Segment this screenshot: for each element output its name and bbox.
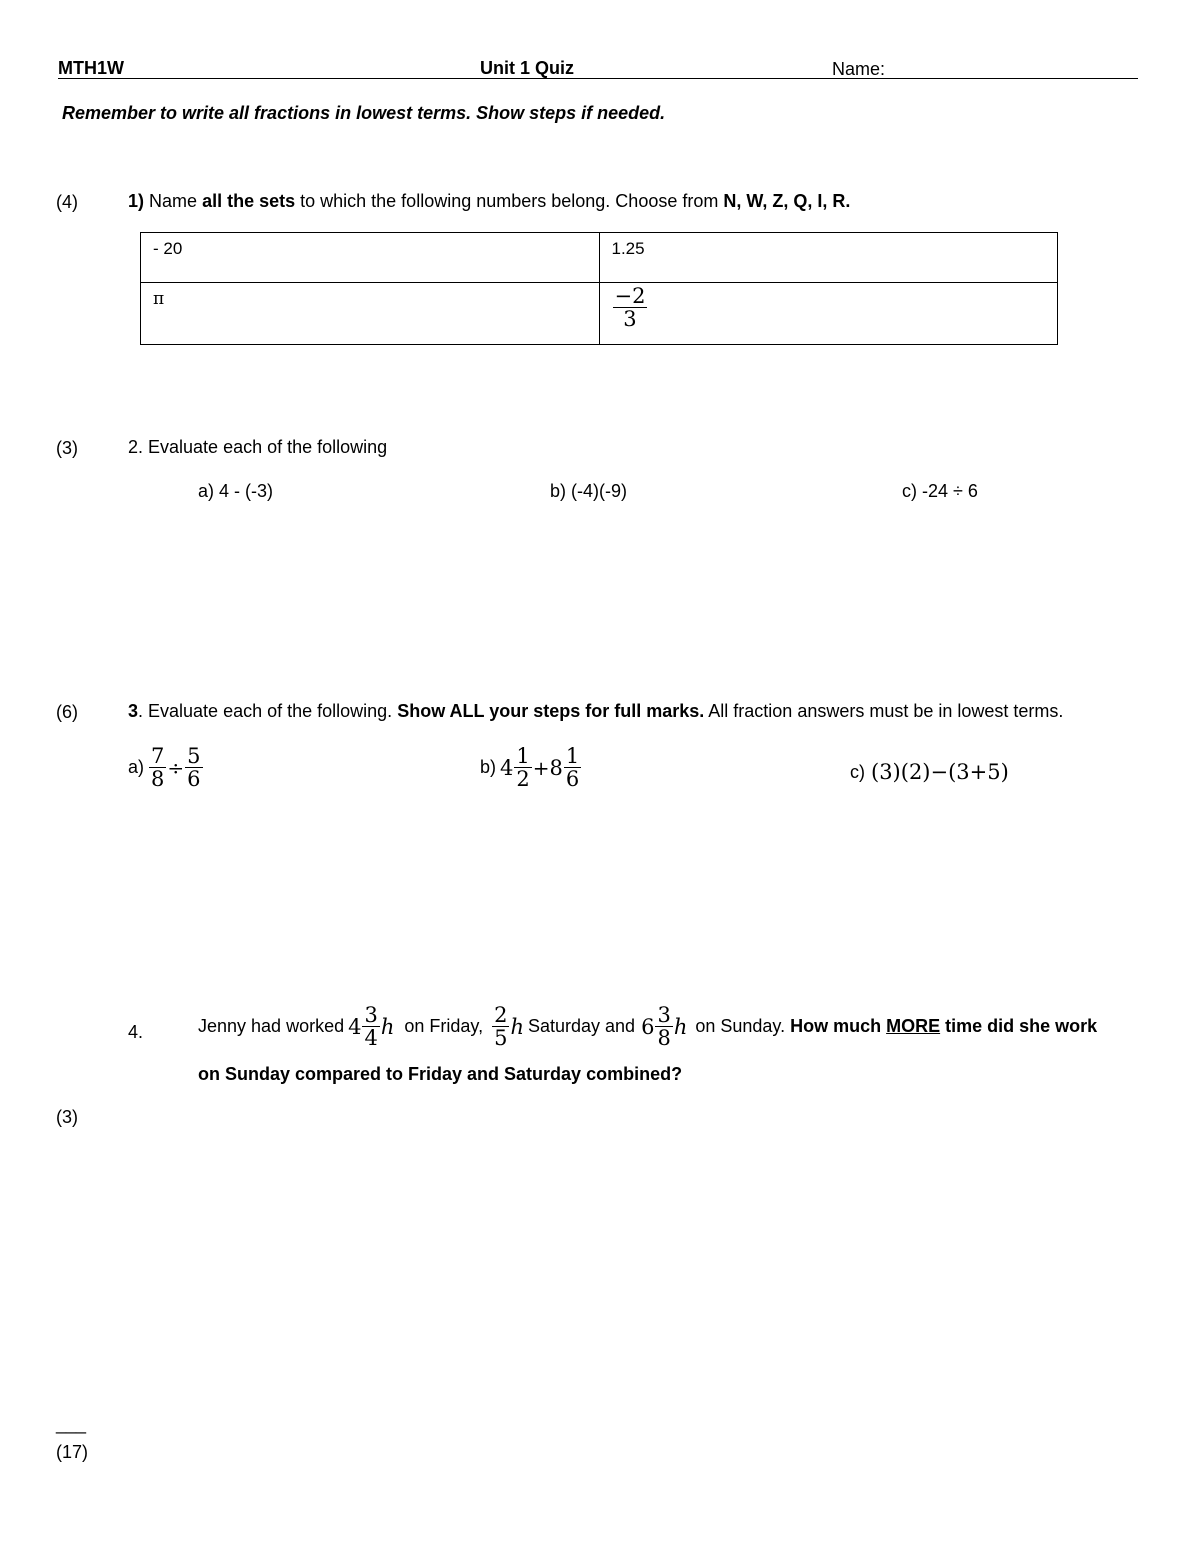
table-cell: 1.25 bbox=[599, 233, 1058, 283]
mixed-whole: 4 bbox=[500, 755, 514, 780]
unit-h: h bbox=[380, 1014, 395, 1039]
q1-number: 1) bbox=[128, 191, 145, 211]
q4-prompt-line2: on Sunday compared to Friday and Saturday combined? bbox=[198, 1064, 683, 1084]
fraction-numerator: 3 bbox=[364, 1003, 378, 1027]
fraction-denominator: 3 bbox=[623, 307, 637, 332]
q3-part-a bbox=[128, 745, 204, 790]
table-row bbox=[141, 283, 1058, 345]
q1-text-a: Name bbox=[149, 191, 198, 211]
q3-c-expression: (3)(2)−(3+5) bbox=[871, 760, 1009, 784]
q3-a-label: a) bbox=[128, 757, 145, 778]
instructions: Remember to write all fractions in lowest terms. Show steps if needed. bbox=[62, 103, 666, 123]
fraction bbox=[514, 745, 531, 790]
q3-text-bold: Show ALL your steps for full marks. bbox=[397, 701, 705, 721]
q4-bold-1: How much bbox=[790, 1016, 882, 1037]
mixed-whole: 6 bbox=[641, 1014, 655, 1039]
unit-h: h bbox=[673, 1014, 688, 1039]
fraction-denominator: 6 bbox=[187, 767, 201, 792]
q1-marks: (4) bbox=[56, 192, 78, 212]
q2-marks: (3) bbox=[56, 438, 78, 458]
fraction-denominator: 4 bbox=[364, 1026, 378, 1051]
plus-operator: + bbox=[532, 755, 550, 780]
fraction bbox=[185, 745, 202, 790]
total-line: ___ bbox=[56, 1414, 87, 1434]
fraction bbox=[492, 1004, 509, 1049]
course-code: MTH1W bbox=[58, 58, 124, 78]
fraction-numerator: 1 bbox=[516, 744, 530, 768]
q1-sets: N, W, Z, Q, I, R. bbox=[723, 191, 851, 211]
q1-text-b: to which the following numbers belong. Choose from bbox=[300, 191, 719, 211]
mixed-whole: 4 bbox=[348, 1014, 362, 1039]
fraction-numerator: 2 bbox=[494, 1003, 508, 1027]
q2-part-b: b) (-4)(-9) bbox=[550, 481, 627, 501]
q4-text-3: Saturday and bbox=[527, 1016, 636, 1037]
q3-text-b: All fraction answers must be in lowest terms. bbox=[708, 701, 1064, 721]
q4-prompt-line1 bbox=[198, 1004, 1097, 1049]
fraction-denominator: 8 bbox=[657, 1026, 671, 1051]
fraction bbox=[655, 1004, 672, 1049]
table-cell: π bbox=[141, 283, 600, 345]
q4-bold-2: time did she work bbox=[945, 1016, 1098, 1037]
fraction-numerator: −2 bbox=[614, 284, 646, 308]
q4-marks: (3) bbox=[56, 1107, 78, 1127]
fraction-numerator: 5 bbox=[187, 744, 201, 768]
q3-text-a: . Evaluate each of the following. bbox=[138, 701, 393, 721]
header-rule bbox=[58, 78, 1138, 79]
q3-number: 3 bbox=[128, 701, 139, 721]
q1-table bbox=[140, 232, 1058, 345]
q4-bold-underlined: MORE bbox=[886, 1016, 941, 1037]
fraction-denominator: 6 bbox=[565, 767, 580, 792]
q4-text-1: Jenny had worked bbox=[198, 1016, 345, 1037]
unit-h: h bbox=[510, 1014, 524, 1039]
q3-marks: (6) bbox=[56, 702, 78, 722]
q3-b-label: b) bbox=[480, 757, 497, 778]
fraction-numerator: 7 bbox=[151, 744, 165, 768]
q4-number: 4. bbox=[128, 1022, 144, 1042]
q4-text-4: on Sunday. bbox=[695, 1016, 786, 1037]
fraction bbox=[362, 1004, 379, 1049]
q3-part-c bbox=[850, 760, 1009, 784]
quiz-title: Unit 1 Quiz bbox=[480, 58, 574, 78]
mixed-whole: 8 bbox=[549, 755, 563, 780]
table-row bbox=[141, 233, 1058, 283]
fraction bbox=[613, 285, 648, 330]
q4-text-2: on Friday, bbox=[404, 1016, 484, 1037]
fraction bbox=[149, 745, 166, 790]
q3-part-b bbox=[480, 745, 582, 790]
fraction-denominator: 8 bbox=[151, 767, 165, 792]
q2-part-a: a) 4 - (-3) bbox=[198, 481, 274, 501]
q1-text-bold: all the sets bbox=[202, 191, 296, 211]
q3-c-label: c) bbox=[850, 761, 865, 782]
divide-operator: ÷ bbox=[167, 755, 185, 780]
q3-prompt bbox=[128, 701, 1063, 722]
name-label: Name: bbox=[832, 59, 886, 79]
q1-prompt bbox=[128, 191, 850, 212]
fraction-numerator: 1 bbox=[565, 744, 580, 768]
q2-part-c: c) -24 ÷ 6 bbox=[902, 481, 978, 501]
fraction-denominator: 2 bbox=[516, 767, 530, 792]
total-marks: (17) bbox=[56, 1442, 89, 1462]
fraction-denominator: 5 bbox=[494, 1026, 508, 1051]
table-cell: - 20 bbox=[141, 233, 600, 283]
table-cell bbox=[599, 283, 1058, 345]
fraction-numerator: 3 bbox=[657, 1003, 671, 1027]
q2-prompt: 2. Evaluate each of the following bbox=[128, 437, 388, 457]
fraction bbox=[564, 745, 581, 790]
